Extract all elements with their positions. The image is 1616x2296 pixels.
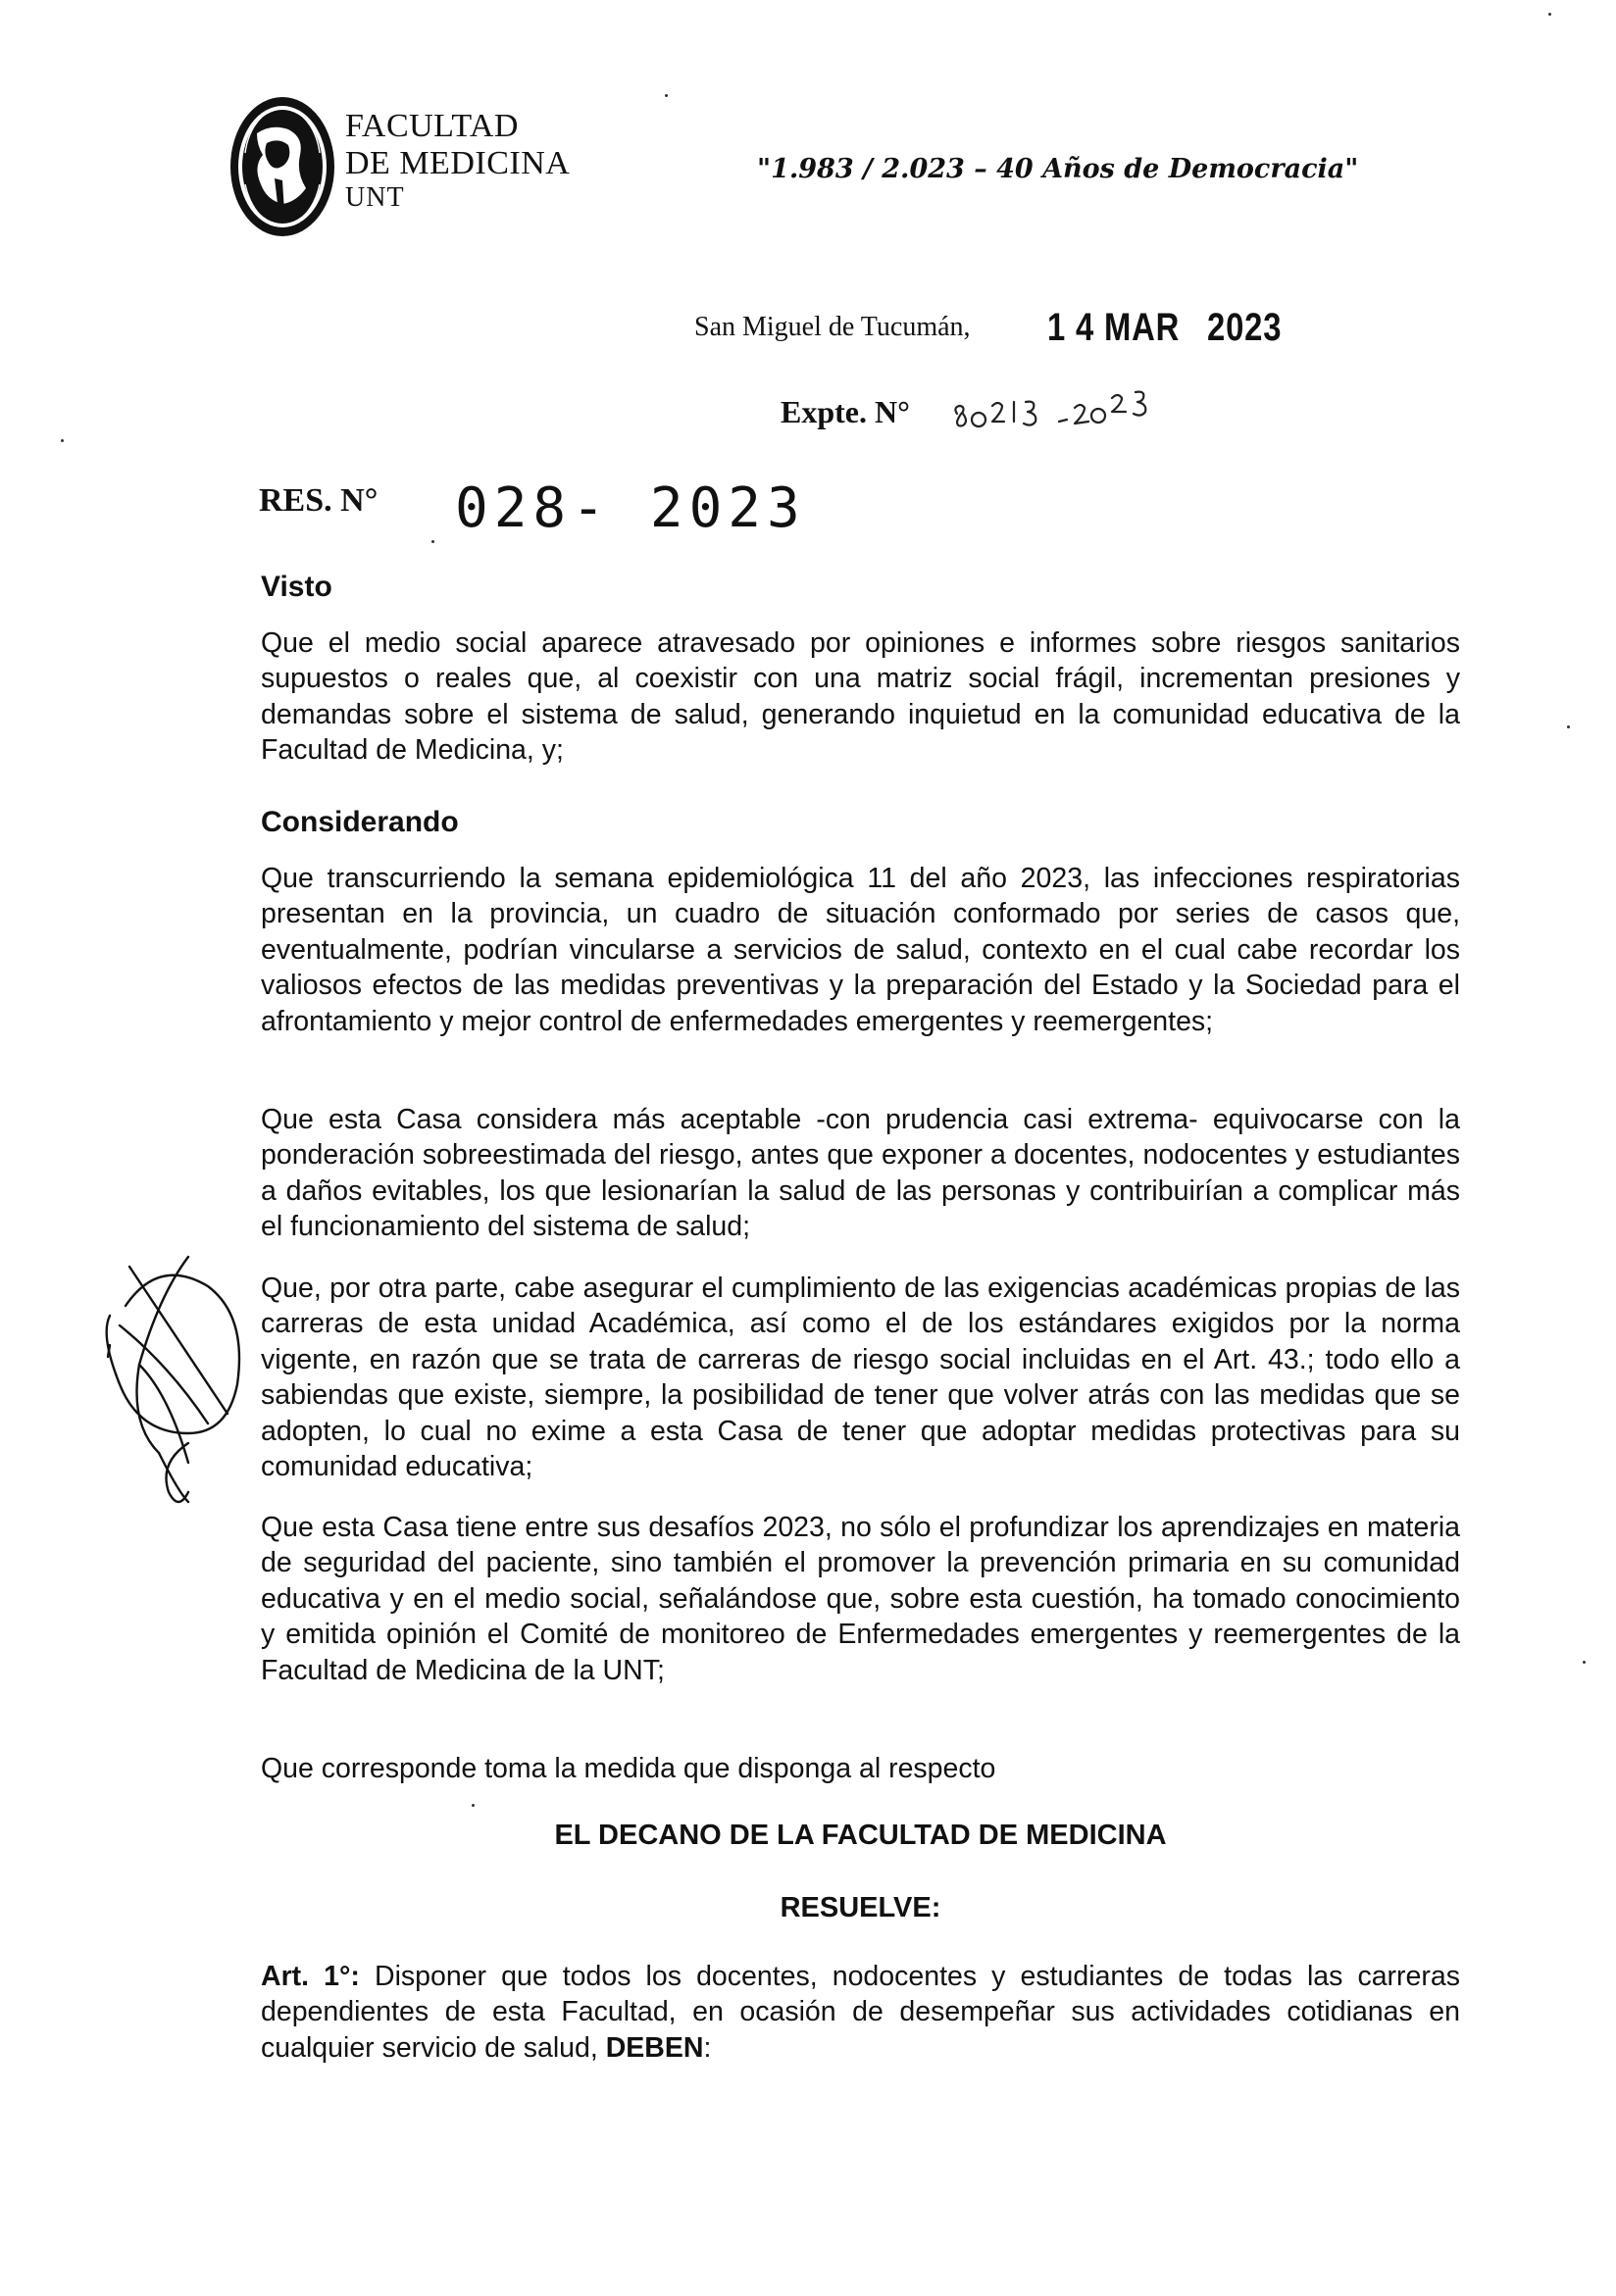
faculty-line-2: DE MEDICINA [345, 145, 571, 181]
expte-handwritten-number [949, 384, 1214, 439]
date-day-month: 1 4 MAR [1047, 306, 1181, 349]
resuelve-heading: RESUELVE: [780, 1892, 941, 1923]
considerando-paragraph-2: Que esta Casa considera más aceptable -con prudencia casi extrema- equivocarse con la ponderación sobreestimada del riesgo, antes que exponer a docentes, nodocentes y estudiantes a daños evitables, los que lesionarían la salud de las personas y contribuirían a complicar más el funcionamiento del sistema de salud; [261, 1104, 1460, 1243]
considerando-paragraph-4: Que esta Casa tiene entre sus desafíos 2023, no sólo el profundizar los aprendizajes en materia de seguridad del paciente, sino también el promover la prevención primaria en su comunidad educativa y en el medio social, señalándose que, sobre esta cuestión, ha tomado conocimiento y emitida opinión el Comité de monitoreo de Enfermedades emergentes y reemergentes de la Facultad de Medicina de la UNT; [261, 1512, 1460, 1686]
scan-speck [1567, 725, 1570, 728]
article-1-end: : [703, 2031, 712, 2064]
motto: "1.983 / 2.023 – 40 Años de Democracia" [757, 154, 1359, 184]
university-seal-icon [227, 94, 337, 239]
considerando-paragraph-1: Que transcurriendo la semana epidemiológica 11 del año 2023, las infecciones respiratorias presentan en la provincia, un cuadro de situación conformado por series de casos que, eventualmente, podrían vincularse a servicios de salud, contexto en el cual cabe recordar los valiosos efectos de las medidas preventivas y la preparación del Estado y la Sociedad para el afrontamiento y mejor control de enfermedades emergentes y reemergentes; [261, 863, 1460, 1037]
scan-speck [665, 94, 668, 97]
article-1-label: Art. 1°: [261, 1961, 360, 1992]
faculty-line-1: FACULTAD [345, 108, 519, 144]
authority-heading: EL DECANO DE LA FACULTAD DE MEDICINA [554, 1820, 1167, 1851]
visto-paragraph: Que el medio social aparece atravesado por opiniones e informes sobre riesgos sanitarios supuestos o reales que, al coexistir con una matriz social frágil, incrementan presiones y demandas sobre el sistema de salud, generando inquietud en la comunidad educativa de la Facultad de Medicina, y; [261, 627, 1460, 767]
date-year: 2023 [1207, 306, 1283, 349]
considerando-paragraph-5: Que corresponde toma la medida que disponga al respecto [261, 1753, 996, 1784]
place: San Miguel de Tucumán, [694, 312, 971, 342]
expte-label: Expte. N° [781, 394, 910, 429]
scan-speck [431, 540, 434, 543]
visto-heading: Visto [261, 571, 332, 603]
article-1-text: Disponer que todos los docentes, nodocentes y estudiantes de todas las carreras dependientes de esta Facultad, en ocasión de desempeñar sus actividades cotidianas en cualquier servicio de salud, [261, 1961, 1460, 2064]
resolution-number-value: 028- [455, 476, 611, 540]
article-1-emphasis: DEBEN [605, 2031, 704, 2064]
signature-initials [80, 1237, 267, 1512]
faculty-line-3: UNT [345, 182, 405, 213]
resolution-year: 2023 [649, 476, 806, 540]
scan-speck [1583, 1661, 1586, 1664]
faculty-logo-text [345, 110, 570, 212]
considerando-heading: Considerando [261, 806, 459, 838]
considerando-paragraph-3: Que, por otra parte, cabe asegurar el cumplimiento de las exigencias académicas propias de las carreras de esta unidad Académica, así como el de los estándares exigidos por la norma vigente, en razón que se trata de carreras de riesgo social incluidas en el Art. 43.; todo ello a sabiendas que existe, siempre, la posibilidad de tener que volver atrás con las medidas que se adopten, lo cual no exime a esta Casa de tener que adoptar medidas protectivas para su comunidad educativa; [261, 1273, 1460, 1483]
scan-speck [1548, 13, 1551, 16]
scan-speck [472, 1804, 475, 1807]
article-1 [261, 1959, 1460, 2066]
resolution-number [455, 476, 806, 540]
scan-speck [61, 439, 64, 442]
date-stamp [1047, 306, 1282, 350]
resolution-label: RES. N° [259, 482, 379, 519]
